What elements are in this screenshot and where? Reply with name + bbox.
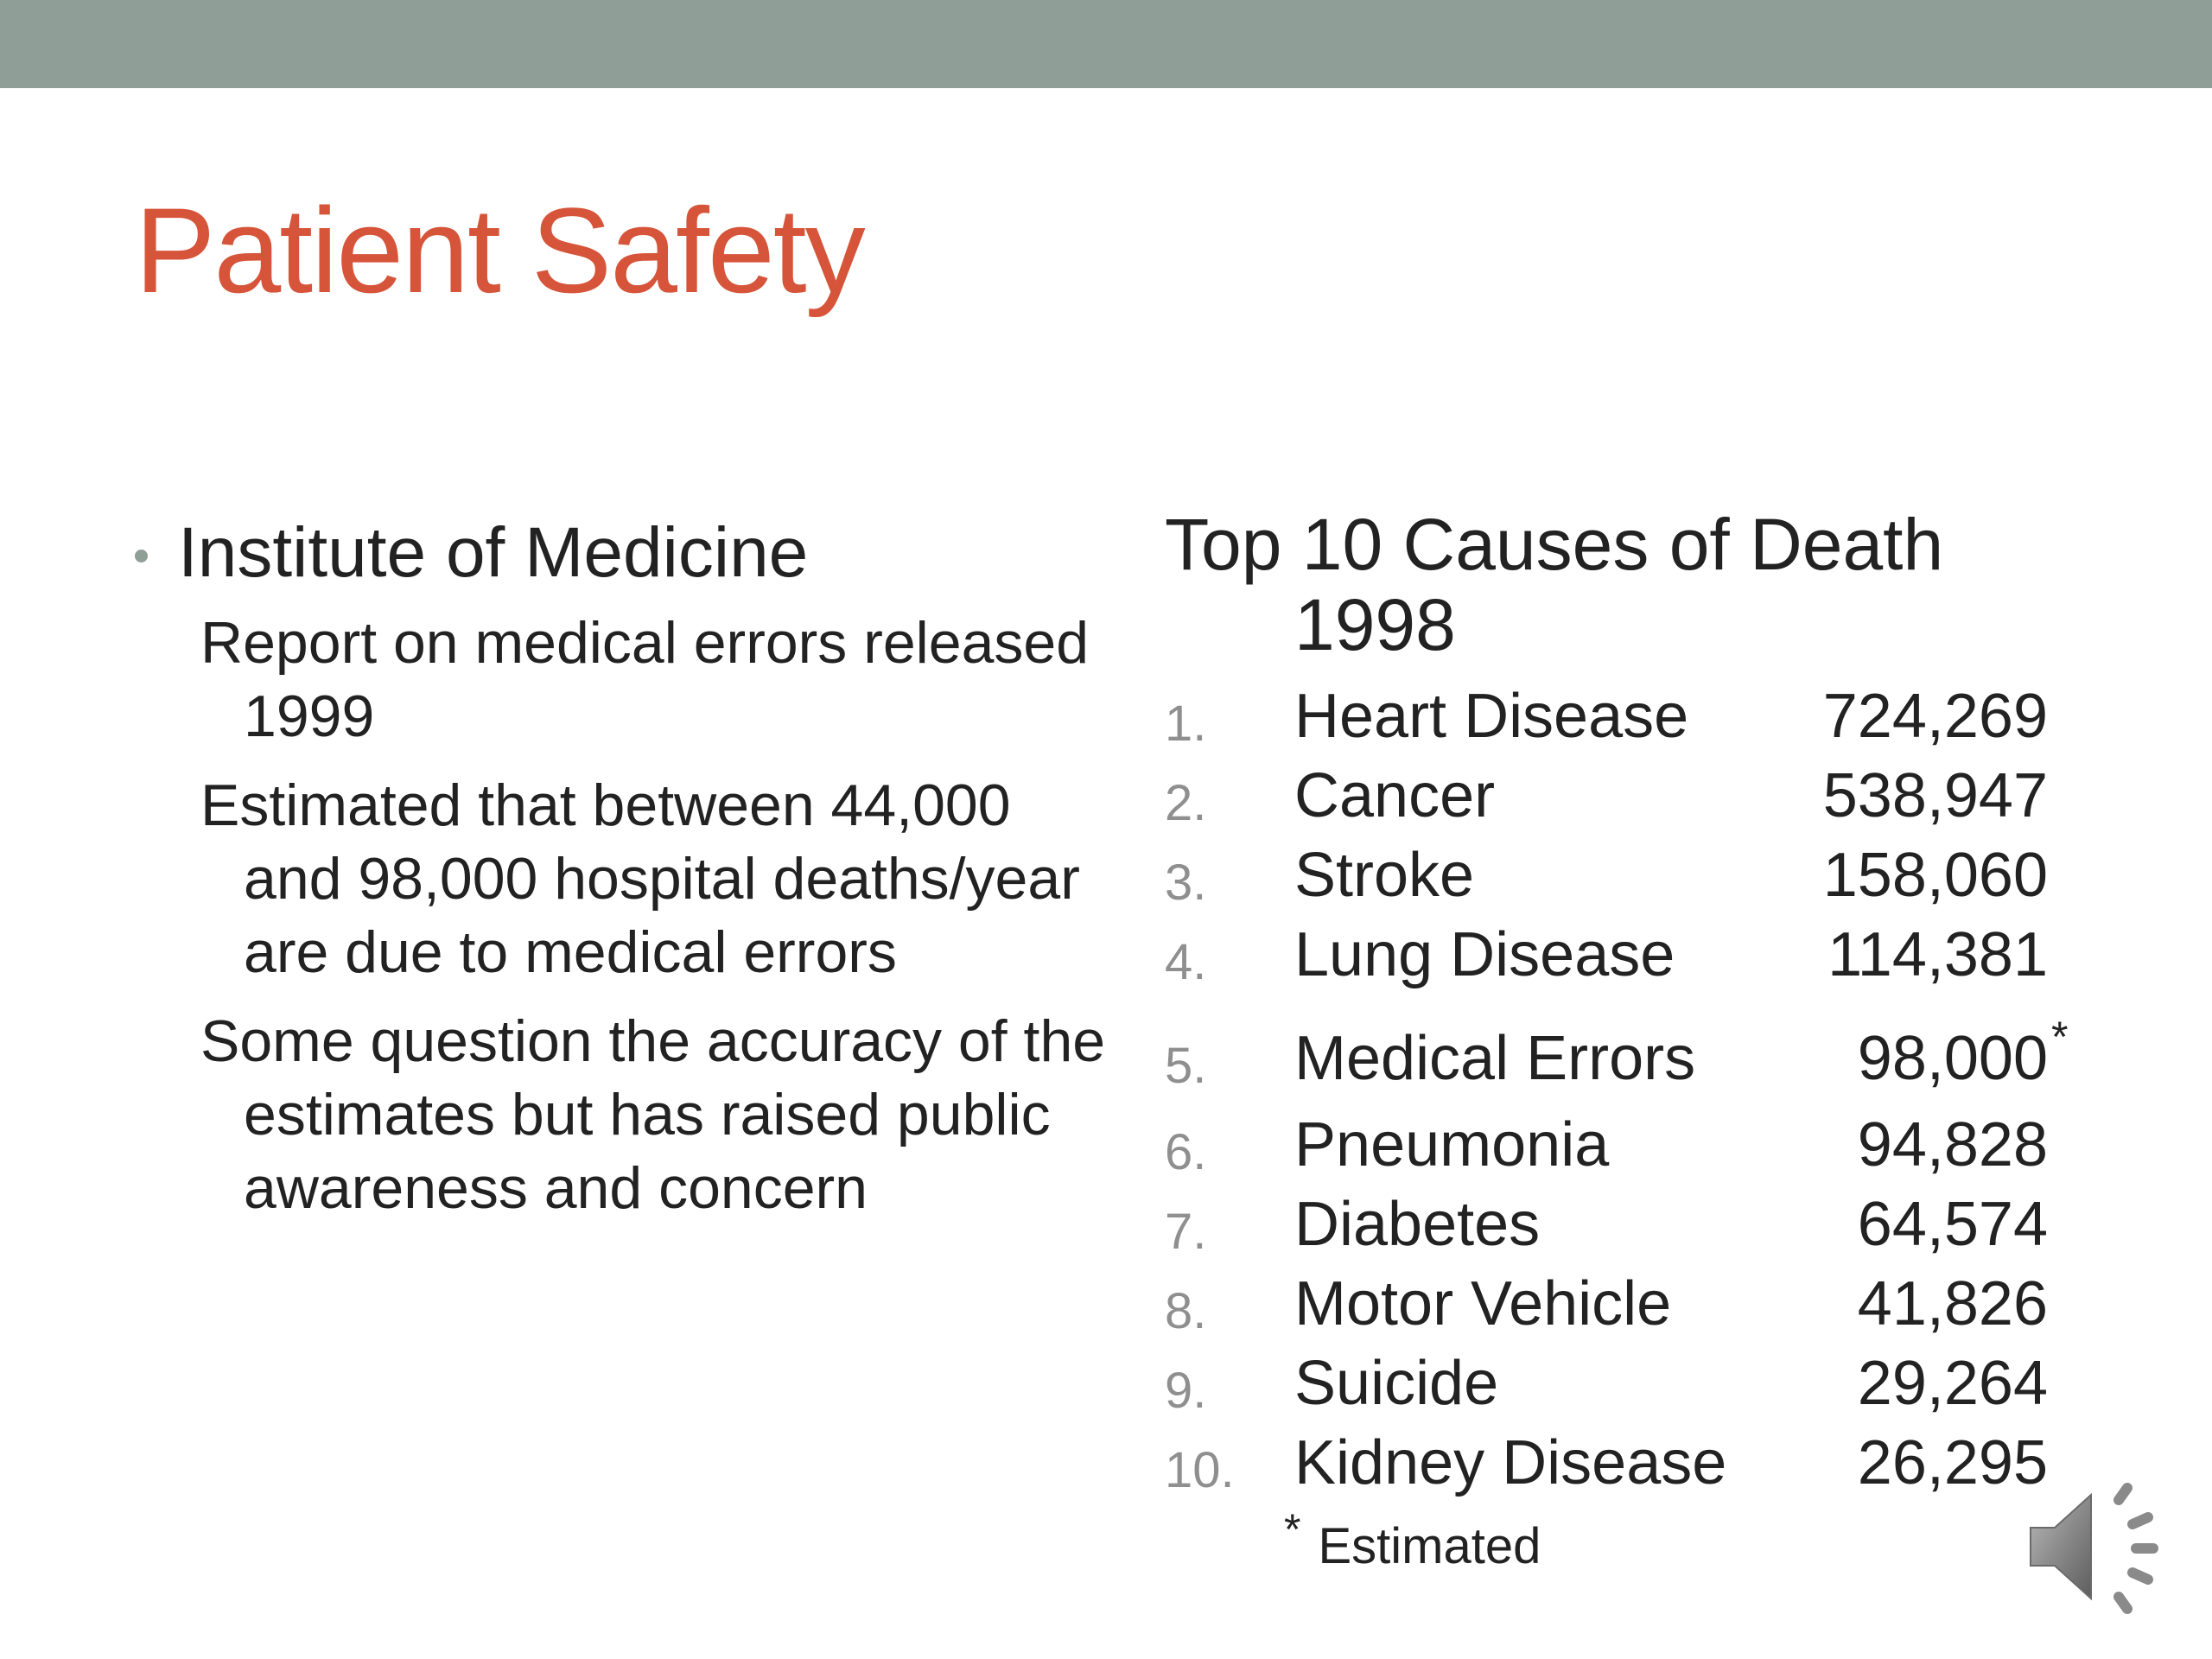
bullet-item — [130, 510, 1063, 596]
cause-value: 114,381 — [1827, 920, 2048, 989]
cause-row — [0, 1106, 2212, 1184]
cause-row — [0, 836, 2212, 914]
cause-name: Suicide — [1294, 1349, 1499, 1418]
cause-value: 29,264 — [1857, 1349, 2048, 1418]
cause-value: 64,574 — [1857, 1190, 2048, 1259]
cause-row — [0, 1344, 2212, 1422]
cause-row — [0, 1013, 2212, 1097]
cause-name: Pneumonia — [1294, 1110, 1610, 1179]
paragraph-first-line: Estimated that between 44,000 — [200, 772, 1011, 838]
cause-value: 94,828 — [1857, 1110, 2048, 1179]
cause-number: 5. — [1165, 1038, 1207, 1094]
cause-row — [0, 757, 2212, 835]
cause-value: 26,295 — [1857, 1428, 2048, 1497]
cause-value: 98,000 — [1857, 1024, 2048, 1093]
paragraph-first-line: Some question the accuracy of — [200, 1008, 1007, 1074]
cause-row — [0, 1265, 2212, 1343]
paragraph-rest: and 98,000 hospital deaths/year are due to medical errors — [244, 846, 1080, 985]
cause-number: 10. — [1165, 1442, 1235, 1498]
cause-name: Kidney Disease — [1294, 1428, 1727, 1497]
cause-value: 538,947 — [1822, 761, 2048, 830]
cause-number: 7. — [1165, 1204, 1207, 1260]
cause-name: Stroke — [1294, 841, 1475, 910]
causes-title: Top 10 Causes of Death — [1165, 504, 1944, 585]
bullet-dot-icon — [135, 550, 148, 563]
speaker-icon[interactable] — [2022, 1469, 2177, 1624]
cause-row — [0, 677, 2212, 755]
paragraph-rest: the estimates but has raised public awareness and concern — [244, 1008, 1106, 1221]
cause-number: 3. — [1165, 855, 1207, 911]
cause-number: 1. — [1165, 696, 1207, 752]
top-bar — [0, 0, 2212, 88]
cause-row — [0, 1424, 2212, 1502]
cause-row — [0, 1185, 2212, 1263]
footnote-text: Estimated — [1318, 1518, 1541, 1574]
cause-number: 6. — [1165, 1124, 1207, 1180]
cause-number: 2. — [1165, 775, 1207, 831]
paragraph-first-line: Report on medical errors — [200, 610, 848, 676]
slide-title: Patient Safety — [135, 182, 864, 318]
footnote-asterisk: * — [1284, 1505, 1301, 1554]
cause-value: 41,826 — [1857, 1269, 2048, 1338]
cause-row — [0, 916, 2212, 994]
cause-name: Motor Vehicle — [1294, 1269, 1672, 1338]
cause-name: Heart Disease — [1294, 682, 1689, 751]
cause-name: Medical Errors — [1294, 1024, 1696, 1093]
cause-value: 158,060 — [1822, 841, 2048, 910]
cause-number: 8. — [1165, 1283, 1207, 1339]
causes-title-year: 1998 — [1294, 584, 1456, 665]
estimate-asterisk: * — [2051, 1013, 2069, 1061]
cause-name: Cancer — [1294, 761, 1496, 830]
bullet-text: Institute of Medicine — [178, 513, 809, 592]
cause-name: Diabetes — [1294, 1190, 1541, 1259]
paragraph-rest: released 1999 — [244, 610, 1090, 749]
cause-value: 724,269 — [1822, 682, 2048, 751]
cause-name: Lung Disease — [1294, 920, 1675, 989]
cause-number: 4. — [1165, 934, 1207, 990]
footnote — [1284, 1505, 1541, 1583]
cause-number: 9. — [1165, 1363, 1207, 1419]
